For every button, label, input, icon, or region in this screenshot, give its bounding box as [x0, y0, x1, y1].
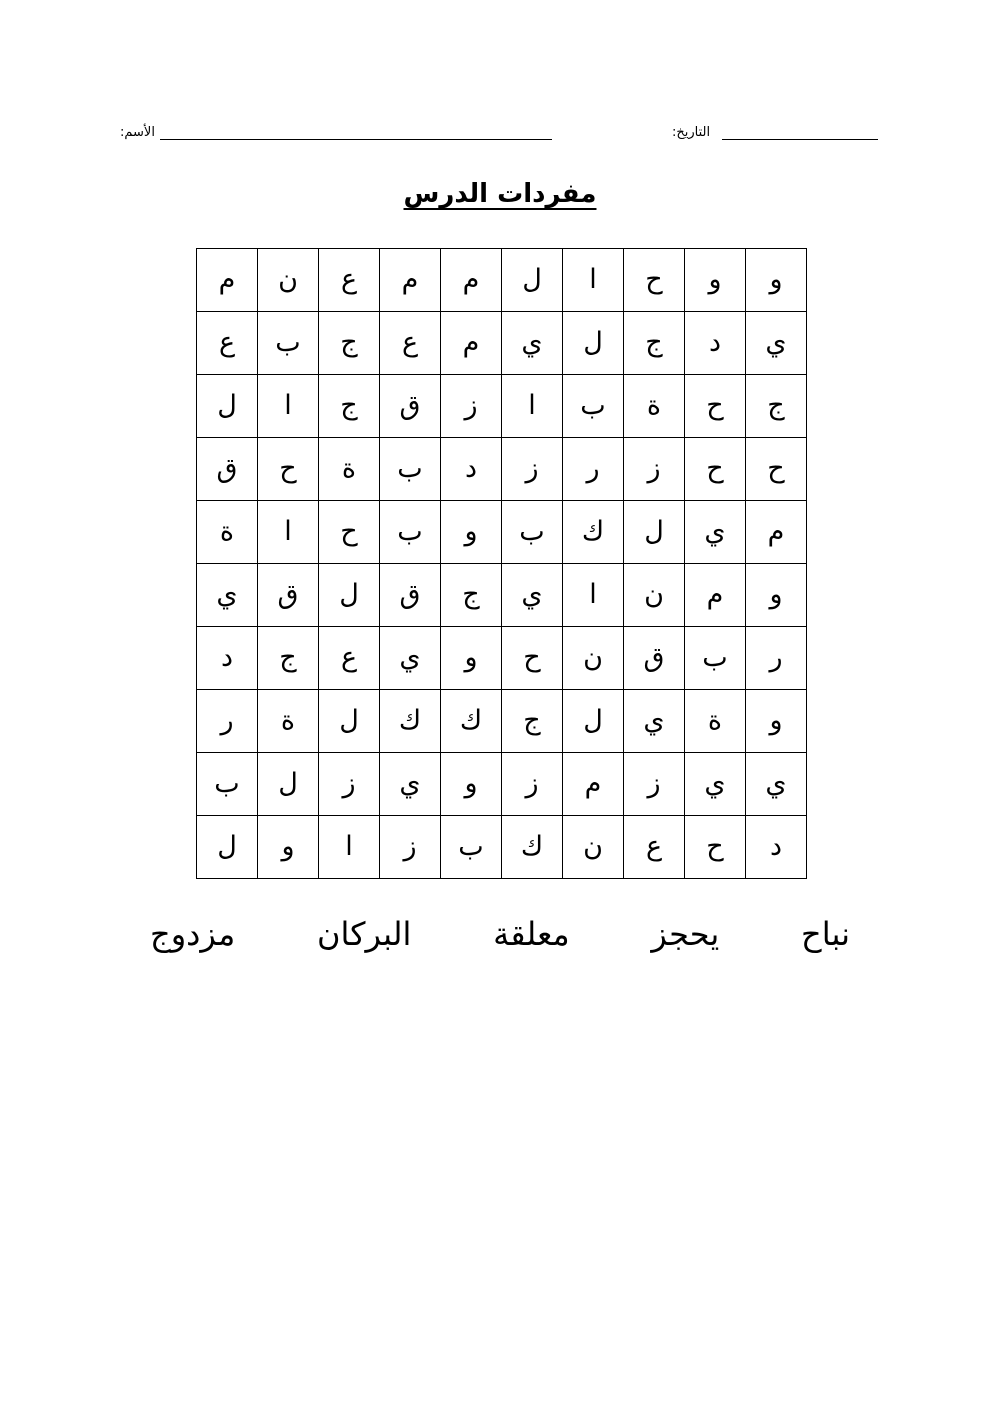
grid-cell[interactable]: ق	[197, 438, 258, 501]
grid-cell[interactable]: ي	[380, 753, 441, 816]
grid-cell[interactable]: ة	[319, 438, 380, 501]
grid-cell[interactable]: ع	[319, 627, 380, 690]
grid-cell[interactable]: ن	[258, 249, 319, 312]
grid-cell[interactable]: ي	[380, 627, 441, 690]
grid-cell[interactable]: ح	[502, 627, 563, 690]
grid-cell[interactable]: ج	[319, 312, 380, 375]
word-bank-item: يحجز	[651, 915, 720, 953]
grid-cell[interactable]: م	[441, 249, 502, 312]
grid-cell[interactable]: ن	[563, 627, 624, 690]
grid-cell[interactable]: ر	[563, 438, 624, 501]
grid-cell[interactable]: د	[441, 438, 502, 501]
grid-cell[interactable]: ز	[624, 753, 685, 816]
word-search-grid	[196, 248, 807, 879]
grid-cell[interactable]: و	[258, 816, 319, 879]
word-bank-item: معلقة	[493, 915, 570, 953]
grid-cell[interactable]: ي	[685, 753, 746, 816]
word-bank-item: نباح	[801, 915, 850, 953]
grid-cell[interactable]: ن	[563, 816, 624, 879]
grid-cell[interactable]: م	[746, 501, 807, 564]
grid-cell[interactable]: ا	[563, 249, 624, 312]
grid-cell[interactable]: ب	[502, 501, 563, 564]
grid-cell[interactable]: ي	[746, 753, 807, 816]
grid-cell[interactable]: ح	[319, 501, 380, 564]
grid-cell[interactable]: ب	[441, 816, 502, 879]
grid-cell[interactable]: ي	[502, 312, 563, 375]
grid-row	[197, 249, 807, 312]
grid-cell[interactable]: ح	[685, 375, 746, 438]
name-field[interactable]	[120, 122, 560, 144]
grid-row	[197, 816, 807, 879]
grid-cell[interactable]: ج	[258, 627, 319, 690]
name-blank-line[interactable]	[160, 139, 552, 140]
grid-cell[interactable]: ك	[380, 690, 441, 753]
grid-cell[interactable]: ي	[197, 564, 258, 627]
grid-cell[interactable]: ا	[502, 375, 563, 438]
grid-cell[interactable]: ز	[624, 438, 685, 501]
grid-cell[interactable]: ج	[441, 564, 502, 627]
grid-row	[197, 375, 807, 438]
grid-cell[interactable]: ج	[319, 375, 380, 438]
grid-row	[197, 312, 807, 375]
grid-cell[interactable]: ع	[624, 816, 685, 879]
grid-row	[197, 690, 807, 753]
grid-cell[interactable]: ا	[258, 375, 319, 438]
grid-cell[interactable]: ر	[746, 627, 807, 690]
grid-cell[interactable]: ز	[441, 375, 502, 438]
grid-cell[interactable]: ل	[197, 816, 258, 879]
grid-cell[interactable]: ع	[319, 249, 380, 312]
grid-cell[interactable]: ي	[746, 312, 807, 375]
grid-row	[197, 501, 807, 564]
grid-row	[197, 438, 807, 501]
grid-cell[interactable]: ب	[563, 375, 624, 438]
grid-cell[interactable]: و	[746, 564, 807, 627]
grid-cell[interactable]: ل	[563, 312, 624, 375]
grid-cell[interactable]: و	[441, 627, 502, 690]
grid-cell[interactable]: ز	[319, 753, 380, 816]
grid-cell[interactable]: ي	[624, 690, 685, 753]
grid-cell[interactable]: ب	[380, 501, 441, 564]
grid-cell[interactable]: ب	[380, 438, 441, 501]
grid-cell[interactable]: ح	[624, 249, 685, 312]
grid-cell[interactable]: ي	[502, 564, 563, 627]
grid-cell[interactable]: ب	[258, 312, 319, 375]
grid-cell[interactable]: و	[746, 690, 807, 753]
grid-row	[197, 627, 807, 690]
grid-cell[interactable]: ا	[563, 564, 624, 627]
grid-cell[interactable]: ز	[502, 438, 563, 501]
grid-cell[interactable]: ر	[197, 690, 258, 753]
grid-cell[interactable]: ج	[502, 690, 563, 753]
grid-cell[interactable]: ن	[624, 564, 685, 627]
name-label: :الأسم	[120, 125, 155, 140]
grid-cell[interactable]: ل	[563, 690, 624, 753]
grid-cell[interactable]: ك	[563, 501, 624, 564]
grid-cell[interactable]: ي	[685, 501, 746, 564]
grid-cell[interactable]: ك	[441, 690, 502, 753]
grid-cell[interactable]: ق	[624, 627, 685, 690]
date-field[interactable]	[672, 122, 882, 144]
grid-cell[interactable]: ك	[502, 816, 563, 879]
grid-cell[interactable]: ج	[624, 312, 685, 375]
grid-cell[interactable]: ا	[258, 501, 319, 564]
date-label: :التاريخ	[672, 125, 711, 140]
grid-cell[interactable]: و	[746, 249, 807, 312]
grid-cell[interactable]: ل	[197, 375, 258, 438]
grid-cell[interactable]: م	[685, 564, 746, 627]
grid-cell[interactable]: ح	[685, 438, 746, 501]
grid-cell[interactable]: ح	[258, 438, 319, 501]
page-title-text: مفردات الدرس	[403, 179, 597, 209]
grid-cell[interactable]: ح	[746, 438, 807, 501]
grid-cell[interactable]: ة	[685, 690, 746, 753]
grid-row	[197, 753, 807, 816]
word-bank-item: مزدوج	[150, 915, 236, 953]
grid-cell[interactable]: ح	[685, 816, 746, 879]
grid-cell[interactable]: م	[441, 312, 502, 375]
grid-cell[interactable]: ة	[624, 375, 685, 438]
grid-row	[197, 564, 807, 627]
grid-cell[interactable]: ع	[197, 312, 258, 375]
grid-cell[interactable]: د	[685, 312, 746, 375]
word-bank-item: البركان	[316, 915, 412, 953]
date-blank-line[interactable]	[722, 139, 878, 140]
page-title	[0, 174, 1000, 214]
grid-cell[interactable]: ز	[380, 816, 441, 879]
grid-cell[interactable]: ز	[502, 753, 563, 816]
grid-cell[interactable]: د	[197, 627, 258, 690]
grid-cell[interactable]: ل	[319, 690, 380, 753]
grid-cell[interactable]: ق	[380, 564, 441, 627]
grid-cell[interactable]: و	[441, 501, 502, 564]
grid-cell[interactable]: ة	[197, 501, 258, 564]
grid-cell[interactable]: م	[563, 753, 624, 816]
grid-cell[interactable]: ج	[746, 375, 807, 438]
word-bank	[150, 906, 850, 962]
grid-cell[interactable]: ل	[258, 753, 319, 816]
grid-cell[interactable]: ق	[258, 564, 319, 627]
grid-cell[interactable]: ب	[197, 753, 258, 816]
grid-cell[interactable]: م	[197, 249, 258, 312]
grid-cell[interactable]: ل	[502, 249, 563, 312]
grid-cell[interactable]: ل	[624, 501, 685, 564]
grid-cell[interactable]: م	[380, 249, 441, 312]
grid-cell[interactable]: ة	[258, 690, 319, 753]
grid-cell[interactable]: ل	[319, 564, 380, 627]
grid-cell[interactable]: ق	[380, 375, 441, 438]
grid-cell[interactable]: د	[746, 816, 807, 879]
grid-cell[interactable]: و	[441, 753, 502, 816]
grid-cell[interactable]: ع	[380, 312, 441, 375]
grid-cell[interactable]: و	[685, 249, 746, 312]
grid-cell[interactable]: ب	[685, 627, 746, 690]
grid-cell[interactable]: ا	[319, 816, 380, 879]
